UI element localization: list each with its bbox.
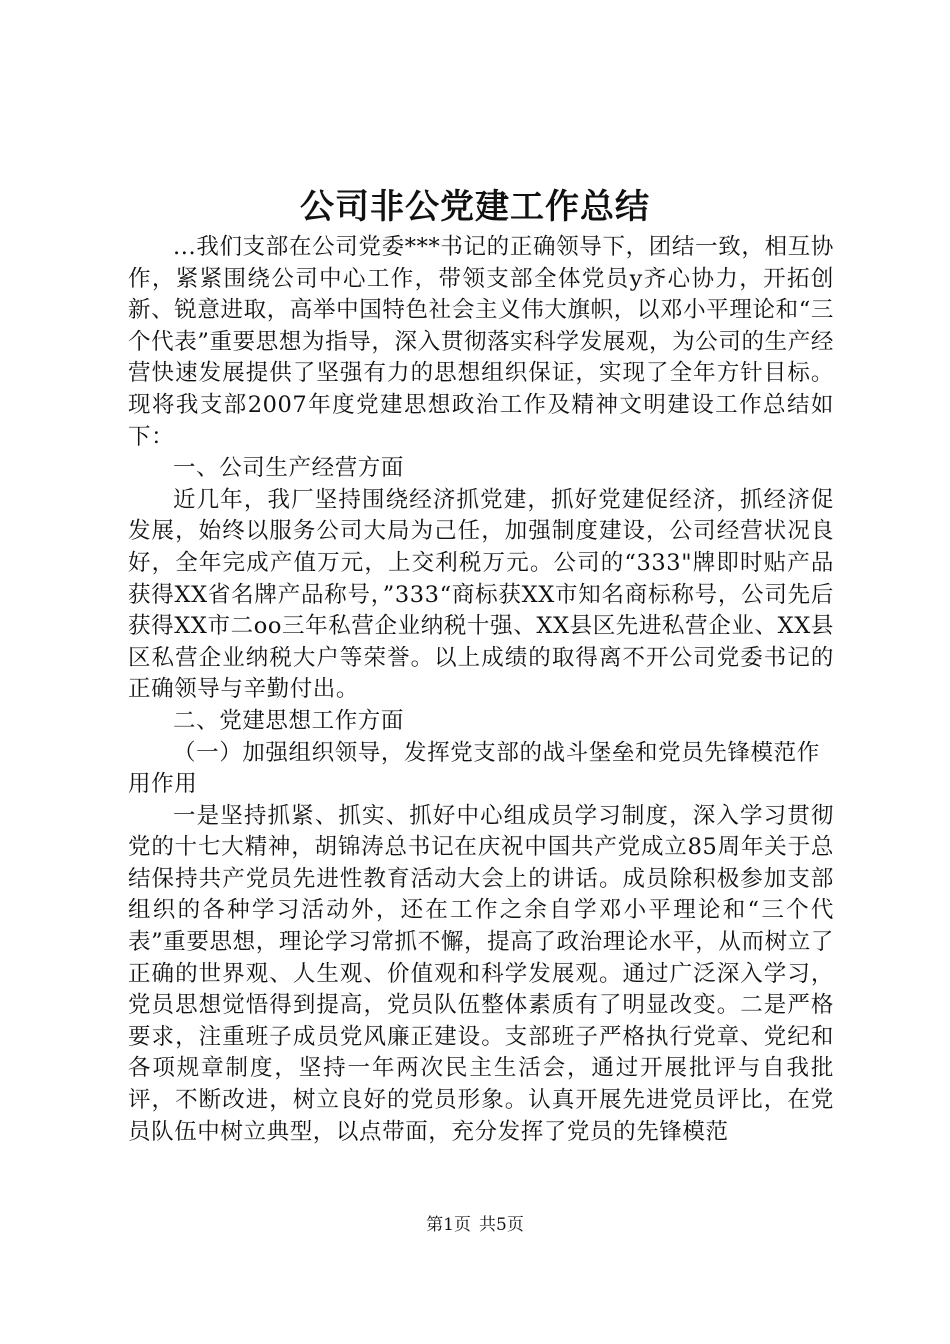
subsection-1-paragraph: 一是坚持抓紧、抓实、抓好中心组成员学习制度，深入学习贯彻党的十七大精神，胡锦涛总书记在庆祝中国共产党成立85周年关于总结保持共产党员先进性教育活动大会上的讲话。成员除积极参加支部组织的各种学习活动外，还在工作之余自学邓小平理论和“三个代表”重要思想，理论学习常抓不懈，提高了政治理论水平，从而树立了正确的世界观、人生观、价值观和科学发展观。通过广泛深入学习，党员思想觉悟得到提高，党员队伍整体素质有了明显改变。二是严格要求，注重班子成员党风廉正建设。支部班子严格执行党章、党纪和各项规章制度，坚持一年两次民主生活会，通过开展批评与自我批评，不断改进，树立良好的党员形象。认真开展先进党员评比，在党员队伍中树立典型，以点带面，充分发挥了党员的先锋模范 <box>128 802 834 1145</box>
document-body <box>128 232 834 1148</box>
subsection-heading-1: （一）加强组织领导，发挥党支部的战斗堡垒和党员先锋模范作用作用 <box>128 739 820 798</box>
page-footer <box>0 1213 950 1237</box>
section-heading-1: 一、公司生产经营方面 <box>173 455 405 482</box>
section-heading-2: 二、党建思想工作方面 <box>173 707 405 734</box>
page-total: 共5页 <box>479 1215 524 1235</box>
document-title: 公司非公党建工作总结 <box>300 187 650 227</box>
section-1-paragraph: 近几年，我厂坚持围绕经济抓党建，抓好党建促经济，抓经济促发展，始终以服务公司大局为己任，加强制度建设，公司经营状况良好，全年完成产值万元，上交利税万元。公司的“333"牌即时贴产品获得XX省名牌产品称号，”333“商标获XX市知名商标称号，公司先后获得XX市二oo三年私营企业纳税十强、XX县区先进私营企业、XX县区私营企业纳税大户等荣誉。以上成绩的取得离不开公司党委书记的正确领导与辛勤付出。 <box>128 486 834 703</box>
page-number: 第1页 <box>426 1215 471 1235</box>
intro-paragraph: ...我们支部在公司党委***书记的正确领导下，团结一致，相互协作，紧紧围绕公司中心工作，带领支部全体党员y齐心协力，开拓创新、锐意进取，高举中国特色社会主义伟大旗帜，以邓小平理论和“三个代表”重要思想为指导，深入贯彻落实科学发展观，为公司的生产经营快速发展提供了坚强有力的思想组织保证，实现了全年方针目标。现将我支部2007年度党建思想政治工作及精神文明建设工作总结如下： <box>128 234 834 450</box>
